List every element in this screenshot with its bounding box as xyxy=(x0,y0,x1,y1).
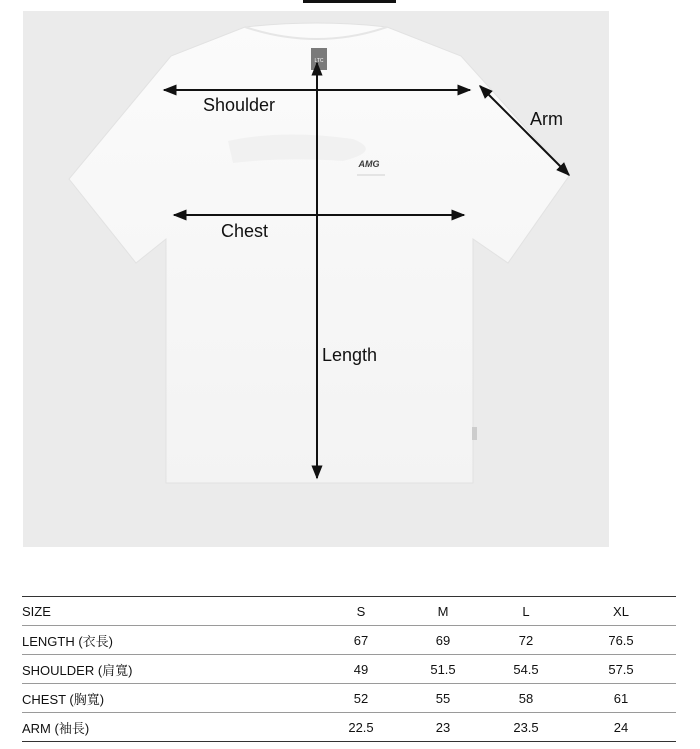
length-label: Length xyxy=(322,345,378,365)
header-cell: S xyxy=(322,597,400,626)
header-cell: M xyxy=(400,597,486,626)
tshirt-measurement-diagram xyxy=(23,11,609,547)
table-cell: 61 xyxy=(566,684,676,713)
table-cell: 23 xyxy=(400,713,486,742)
table-row xyxy=(22,684,676,713)
diagram-svg xyxy=(23,11,609,547)
neck-tag-text: LTC xyxy=(314,58,324,64)
table-cell: 55 xyxy=(400,684,486,713)
table-cell: 23.5 xyxy=(486,713,566,742)
table-header-row xyxy=(22,597,676,626)
table-cell: 76.5 xyxy=(566,626,676,655)
table-cell: 22.5 xyxy=(322,713,400,742)
table-cell: 49 xyxy=(322,655,400,684)
table-cell: 51.5 xyxy=(400,655,486,684)
header-cell: XL xyxy=(566,597,676,626)
shoulder-label: Shoulder xyxy=(203,95,276,115)
table-cell: 67 xyxy=(322,626,400,655)
header-cell: SIZE xyxy=(22,597,322,626)
header-cell: L xyxy=(486,597,566,626)
table-cell: 57.5 xyxy=(566,655,676,684)
row-label: CHEST (胸寬) xyxy=(22,684,322,713)
table-cell: 54.5 xyxy=(486,655,566,684)
arm-label: Arm xyxy=(530,109,563,129)
table-row xyxy=(22,713,676,742)
table-row xyxy=(22,655,676,684)
chest-label: Chest xyxy=(221,221,269,241)
side-tag xyxy=(472,427,477,440)
row-label: SHOULDER (肩寬) xyxy=(22,655,322,684)
tshirt-shape xyxy=(69,23,569,483)
table-cell: 72 xyxy=(486,626,566,655)
top-tab-bar xyxy=(303,0,396,3)
table-row xyxy=(22,626,676,655)
table-cell: 58 xyxy=(486,684,566,713)
row-label: LENGTH (衣長) xyxy=(22,626,322,655)
faint-print xyxy=(228,134,366,163)
chest-logo: AMG xyxy=(358,159,380,169)
row-label: ARM (袖長) xyxy=(22,713,322,742)
table-cell: 52 xyxy=(322,684,400,713)
size-table xyxy=(22,596,676,742)
table-cell: 24 xyxy=(566,713,676,742)
table-cell: 69 xyxy=(400,626,486,655)
